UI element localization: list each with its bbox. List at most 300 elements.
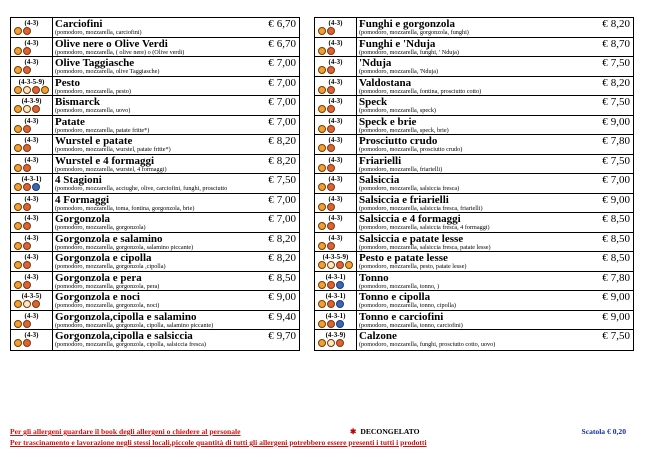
allergen-icon (23, 66, 31, 74)
currency-symbol: € (602, 57, 608, 69)
currency-symbol: € (268, 174, 274, 186)
pizza-price (602, 233, 630, 245)
allergen-icons (14, 105, 40, 113)
frozen-label: DECONGELATO (360, 427, 420, 436)
currency-symbol: € (268, 193, 274, 206)
pizza-name: Olive Taggiasche (55, 57, 135, 69)
price-value: 8,50 (610, 252, 630, 264)
allergen-cell (11, 57, 53, 76)
ingredients: (pomodoro, mozzarella, wurstel, 4 formaggi) (55, 165, 167, 173)
menu-item-row (11, 38, 299, 58)
menu-item-row (11, 194, 299, 214)
allergen-icons (318, 125, 335, 133)
ingredients: (pomodoro, mozzarella, tonno, carciofini) (359, 321, 463, 329)
ingredients: (pomodoro, mozzarella, prosciutto crudo) (359, 146, 463, 153)
ingredients: (pomodoro, mozzarella, friarielli) (359, 165, 443, 173)
allergen-icon (14, 242, 22, 250)
price-value: 7,00 (276, 57, 296, 69)
allergen-icon (327, 183, 335, 191)
ingredients: (pomodoro, mozzarella, gorgonzola, salamino piccante) (55, 243, 194, 251)
ingredients: (pomodoro, mozzarella, gorgonzola, funghi) (359, 29, 469, 36)
price-value: 7,00 (276, 213, 296, 225)
allergen-code: (4-3-1) (325, 292, 346, 300)
price-value: 9,70 (276, 330, 296, 342)
ingredients: (pomodoro, mozzarella, acciughe, olive, carciofini, funghi, prosciutto (55, 185, 228, 192)
allergen-icon (318, 125, 326, 133)
currency-symbol: € (268, 330, 274, 342)
pizza-price (602, 38, 630, 50)
allergen-icon (32, 105, 40, 113)
allergen-icon (23, 164, 31, 172)
currency-symbol: € (602, 252, 608, 264)
pizza-price (602, 96, 630, 108)
allergen-cell (315, 174, 357, 193)
pizza-name: 4 Formaggi (55, 193, 110, 206)
allergen-icons (14, 27, 31, 35)
allergen-icon (14, 27, 22, 35)
allergen-cell (11, 330, 53, 350)
ingredients: (pomodoro, mozzarella, tonno, ) (359, 282, 440, 290)
pizza-price (602, 291, 630, 303)
currency-symbol: € (268, 291, 274, 303)
allergen-cell (11, 155, 53, 174)
allergen-cell (11, 311, 53, 330)
ingredients: (pomodoro, mozzarella, pesto) (55, 87, 131, 95)
ingredients: (pomodoro, mozzarella, ( olive nere) o (Olive verdi) (55, 48, 185, 56)
allergen-code: (4-3) (24, 194, 39, 203)
allergen-code: (4-3-5-9) (18, 77, 45, 86)
allergen-icons (318, 183, 335, 191)
pizza-name: Patate (55, 115, 85, 128)
menu-item-body (357, 155, 633, 174)
allergen-cell (315, 116, 357, 135)
price-value: 8,70 (610, 37, 630, 50)
menu-item-body (357, 213, 633, 232)
currency-symbol: € (602, 291, 608, 303)
footer-notice-line (10, 427, 632, 437)
pizza-name: Calzone (359, 330, 397, 342)
allergen-code: (4-3) (328, 97, 343, 105)
menu-item-row (11, 291, 299, 311)
allergen-icon (318, 300, 326, 308)
menu-item-body (53, 291, 299, 310)
menu-item-row (11, 18, 299, 38)
pizza-name: Funghi e gorgonzola (359, 18, 455, 30)
currency-symbol: € (268, 96, 274, 108)
menu-item-row (315, 272, 633, 292)
allergen-cell (315, 155, 357, 174)
price-value: 9,00 (610, 115, 630, 128)
pizza-name: Salsiccia (359, 174, 400, 186)
allergen-icon (336, 320, 344, 328)
pizza-name: Prosciutto crudo (359, 135, 438, 147)
allergen-icon (14, 144, 22, 152)
menu-item-body (53, 311, 299, 330)
pizza-price (268, 252, 296, 264)
currency-symbol: € (602, 154, 608, 167)
allergen-icons (318, 281, 344, 289)
allergen-code: (4-3-1) (21, 175, 42, 183)
allergen-cell (11, 77, 53, 96)
allergen-icon (14, 125, 22, 133)
frozen-legend (350, 427, 420, 437)
allergen-cell (11, 194, 53, 213)
currency-symbol: € (602, 271, 608, 284)
allergen-cell (315, 57, 357, 76)
allergen-icon (14, 164, 22, 172)
menu-item-body (357, 233, 633, 252)
allergen-icon (14, 339, 22, 347)
allergen-code: (4-3) (328, 38, 343, 47)
menu-item-body (53, 174, 299, 193)
allergen-icon (327, 203, 335, 211)
price-value: 7,80 (610, 135, 630, 147)
allergen-icon (318, 203, 326, 211)
allergen-icon (14, 320, 22, 328)
allergen-icons (14, 144, 31, 152)
currency-symbol: € (268, 310, 274, 323)
allergen-icon (318, 164, 326, 172)
menu-item-body (357, 57, 633, 76)
price-value: 9,00 (610, 193, 630, 206)
allergen-icons (318, 66, 335, 74)
currency-symbol: € (602, 76, 608, 89)
allergen-icons (14, 164, 31, 172)
menu-item-body (357, 252, 633, 271)
pizza-price (268, 330, 296, 342)
allergen-cell (11, 116, 53, 135)
allergen-icons (14, 125, 31, 133)
currency-symbol: € (602, 37, 608, 50)
menu-item-body (357, 77, 633, 96)
allergen-code: (4-3-5-9) (322, 253, 349, 261)
allergen-icon (327, 339, 335, 347)
pizza-name: Speck (359, 96, 388, 108)
allergen-cell (11, 38, 53, 57)
menu-item-row (315, 174, 633, 194)
price-value: 7,00 (276, 96, 296, 108)
menu-item-row (315, 213, 633, 233)
ingredients: (pomodoro, mozzarella, funghi, ' Nduja) (359, 48, 459, 56)
allergen-icon (32, 300, 40, 308)
menu-item-body (357, 311, 633, 330)
allergen-code: (4-3) (24, 331, 39, 339)
ingredients: (pomodoro, mozzarella, salsiccia fresca, 4 formaggi) (359, 224, 490, 231)
allergen-icon (327, 144, 335, 152)
ingredients: (pomodoro, mozzarella, toma, fontina, gorgonzola, brie) (55, 204, 195, 212)
allergen-icons (14, 183, 40, 191)
ingredients: (pomodoro, mozzarella, gorgonzola ,cipolla) (55, 263, 166, 270)
allergen-cell (315, 38, 357, 57)
menu-item-row (315, 252, 633, 272)
pizza-name: 'Nduja (359, 57, 392, 69)
ingredients: (pomodoro, mozzarella, funghi, prosciutto cotto, uovo) (359, 341, 496, 348)
currency-symbol: € (268, 252, 274, 264)
allergen-icon (336, 300, 344, 308)
ingredients: (pomodoro, mozzarella, 'Nduja) (359, 68, 439, 75)
price-value: 9,00 (610, 291, 630, 303)
menu-item-body (53, 96, 299, 115)
pizza-price (268, 155, 296, 167)
allergen-code: (4-3-9) (325, 331, 346, 339)
pizza-name: Tonno (359, 271, 389, 284)
pizza-name: Wurstel e patate (55, 135, 133, 147)
menu-item-row (315, 38, 633, 58)
allergen-icons (14, 261, 31, 269)
allergen-icons (318, 203, 335, 211)
menu-item-row (315, 77, 633, 97)
allergen-cell (11, 252, 53, 271)
allergen-icon (23, 47, 31, 55)
allergen-icons (318, 339, 344, 347)
currency-symbol: € (268, 154, 274, 167)
menu-item-body (53, 135, 299, 154)
allergen-icon (23, 86, 31, 94)
allergen-icon (345, 261, 353, 269)
ingredients: (pomodoro, mozzarella, gorgonzola, pera) (55, 282, 160, 290)
price-value: 6,70 (276, 37, 296, 50)
allergen-icon (327, 261, 335, 269)
currency-symbol: € (602, 213, 608, 225)
allergen-icons (318, 320, 344, 328)
price-value: 7,00 (276, 115, 296, 128)
allergen-icon (23, 125, 31, 133)
menu-item-body (53, 155, 299, 174)
pizza-name: Pesto (55, 76, 81, 89)
currency-symbol: € (602, 174, 608, 186)
pizza-price (268, 174, 296, 186)
allergen-icons (14, 66, 31, 74)
allergen-icon (14, 300, 22, 308)
currency-symbol: € (268, 76, 274, 89)
allergen-code: (4-3) (24, 116, 39, 125)
menu-item-row (11, 155, 299, 175)
allergen-icons (318, 261, 353, 269)
pizza-price (602, 330, 630, 342)
menu-item-body (53, 18, 299, 37)
allergen-code: (4-3) (24, 155, 39, 164)
pizza-name: Olive nere o Olive Verdi (55, 37, 168, 50)
allergen-icons (14, 281, 31, 289)
pizza-price (602, 213, 630, 225)
allergen-icon (14, 261, 22, 269)
allergen-cell (315, 252, 357, 271)
allergen-icons (14, 242, 31, 250)
pizza-price (268, 311, 296, 323)
allergen-icon (14, 86, 22, 94)
menu-item-row (315, 155, 633, 175)
pizza-price (602, 311, 630, 323)
allergen-icon (23, 281, 31, 289)
allergen-code: (4-3) (328, 19, 343, 27)
menu-item-row (11, 174, 299, 194)
menu-item-body (357, 330, 633, 350)
pizza-price (602, 116, 630, 128)
pizza-name: Gorgonzola (55, 213, 110, 225)
allergen-cell (11, 272, 53, 291)
allergen-cell (315, 96, 357, 115)
pizza-name: Gorgonzola,cipolla e salamino (55, 310, 197, 323)
ingredients: (pomodoro, mozzarella, speck) (359, 107, 436, 114)
allergen-icon (23, 105, 31, 113)
allergen-icon (318, 281, 326, 289)
price-value: 9,00 (610, 310, 630, 323)
ingredients: (pomodoro, mozzarella, speck, brie) (359, 126, 449, 134)
allergen-icon (23, 242, 31, 250)
menu-item-row (315, 194, 633, 214)
menu-item-body (357, 38, 633, 57)
allergen-cell (315, 330, 357, 350)
menu-item-row (315, 233, 633, 253)
pizza-name: Funghi e 'Nduja (359, 37, 436, 50)
menu-item-row (11, 252, 299, 272)
pizza-price (602, 174, 630, 186)
allergen-icon (14, 183, 22, 191)
allergen-icon (318, 144, 326, 152)
cross-contamination-notice: Per trascinamento e lavorazione negli stessi locali,piccole quantità di tutti gli allergeni potrebbero essere presenti i tutti i prodotti (10, 438, 427, 447)
price-value: 7,00 (276, 76, 296, 89)
pizza-price (602, 135, 630, 147)
allergen-icon (23, 222, 31, 230)
currency-symbol: € (602, 18, 608, 30)
menu-item-body (53, 116, 299, 135)
price-value: 6,70 (276, 18, 296, 30)
price-value: 7,50 (610, 96, 630, 108)
allergen-icons (14, 339, 31, 347)
allergen-icon (327, 66, 335, 74)
allergen-icon (318, 47, 326, 55)
price-value: 7,00 (276, 193, 296, 206)
price-value: 7,00 (610, 174, 630, 186)
allergen-cell (315, 194, 357, 213)
pizza-price (602, 272, 630, 284)
pizza-name: Tonno e cipolla (359, 291, 431, 303)
allergen-code: (4-3) (328, 77, 343, 86)
allergen-icons (318, 47, 335, 55)
allergen-icon (327, 164, 335, 172)
allergen-icons (14, 300, 40, 308)
allergen-icons (318, 105, 335, 113)
allergen-icon (14, 222, 22, 230)
menu-item-body (357, 194, 633, 213)
allergen-code: (4-3) (24, 19, 39, 27)
allergen-code: (4-3-1) (325, 272, 346, 281)
currency-symbol: € (268, 37, 274, 50)
allergen-cell (11, 18, 53, 37)
allergen-icon (327, 27, 335, 35)
allergen-code: (4-3) (328, 175, 343, 183)
currency-symbol: € (602, 115, 608, 128)
allergen-code: (4-3) (328, 116, 343, 125)
ingredients: (pomodoro, mozzarella, fontina, prosciutto cotto) (359, 87, 482, 95)
ingredients: (pomodoro, mozzarella, patate fritte*) (55, 126, 150, 134)
pizza-name: Bismarck (55, 96, 101, 108)
allergen-icons (14, 320, 31, 328)
allergen-icon (336, 281, 344, 289)
allergen-code: (4-3) (24, 311, 39, 320)
pizza-name: Gorgonzola e salamino (55, 232, 163, 245)
allergen-icons (318, 144, 335, 152)
menu-item-row (315, 330, 633, 350)
menu-item-row (11, 96, 299, 116)
snowflake-icon: ✱ (350, 427, 357, 436)
allergen-icon (14, 203, 22, 211)
menu-item-row (315, 311, 633, 331)
currency-symbol: € (602, 232, 608, 245)
menu-item-body (357, 174, 633, 193)
pizza-name: Carciofini (55, 18, 103, 30)
menu-item-body (53, 272, 299, 291)
allergen-icon (318, 183, 326, 191)
menu-item-row (315, 116, 633, 136)
menu-item-row (11, 135, 299, 155)
pizza-price (268, 57, 296, 69)
currency-symbol: € (268, 213, 274, 225)
allergen-icons (14, 47, 31, 55)
menu-item-body (53, 77, 299, 96)
allergen-icons (318, 164, 335, 172)
currency-symbol: € (268, 18, 274, 30)
pizza-price (268, 213, 296, 225)
menu-item-row (315, 291, 633, 311)
allergen-code: (4-3) (328, 58, 343, 66)
allergen-code: (4-3) (24, 214, 39, 222)
allergen-icon (318, 222, 326, 230)
menu-item-row (315, 96, 633, 116)
allergen-icon (23, 144, 31, 152)
pizza-name: Friarielli (359, 154, 402, 167)
allergen-code: (4-3) (24, 233, 39, 242)
menu-item-row (315, 57, 633, 77)
price-value: 8,50 (276, 271, 296, 284)
price-value: 8,20 (276, 135, 296, 147)
pizza-price (602, 77, 630, 89)
menu-item-row (11, 330, 299, 350)
pizza-price (268, 272, 296, 284)
menu-item-body (357, 116, 633, 135)
price-value: 8,20 (276, 154, 296, 167)
allergen-icon (318, 320, 326, 328)
menu-item-body (53, 252, 299, 271)
menu-item-body (53, 330, 299, 350)
pizza-price (268, 233, 296, 245)
currency-symbol: € (268, 115, 274, 128)
allergen-icon (336, 339, 344, 347)
allergen-cell (11, 233, 53, 252)
pizza-name: Gorgonzola e cipolla (55, 252, 152, 264)
currency-symbol: € (268, 135, 274, 147)
allergen-icon (32, 86, 40, 94)
price-value: 7,50 (610, 154, 630, 167)
pizza-name: Valdostana (359, 76, 412, 89)
price-value: 9,40 (276, 310, 296, 323)
menu-item-row (315, 18, 633, 38)
menu-item-row (11, 272, 299, 292)
allergen-code: (4-3) (328, 155, 343, 164)
ingredients: (pomodoro, mozzarella, tonno, cipolla) (359, 302, 456, 309)
left-menu-column (10, 17, 300, 351)
allergen-icon (336, 261, 344, 269)
allergen-icons (318, 242, 335, 250)
menu-item-row (11, 233, 299, 253)
allergen-cell (11, 174, 53, 193)
price-value: 7,50 (276, 174, 296, 186)
pizza-price (602, 155, 630, 167)
pizza-name: Tonno e carciofini (359, 310, 444, 323)
ingredients: (pomodoro, mozzarella, salsiccia fresca) (359, 185, 460, 192)
currency-symbol: € (602, 330, 608, 342)
allergen-icon (327, 300, 335, 308)
